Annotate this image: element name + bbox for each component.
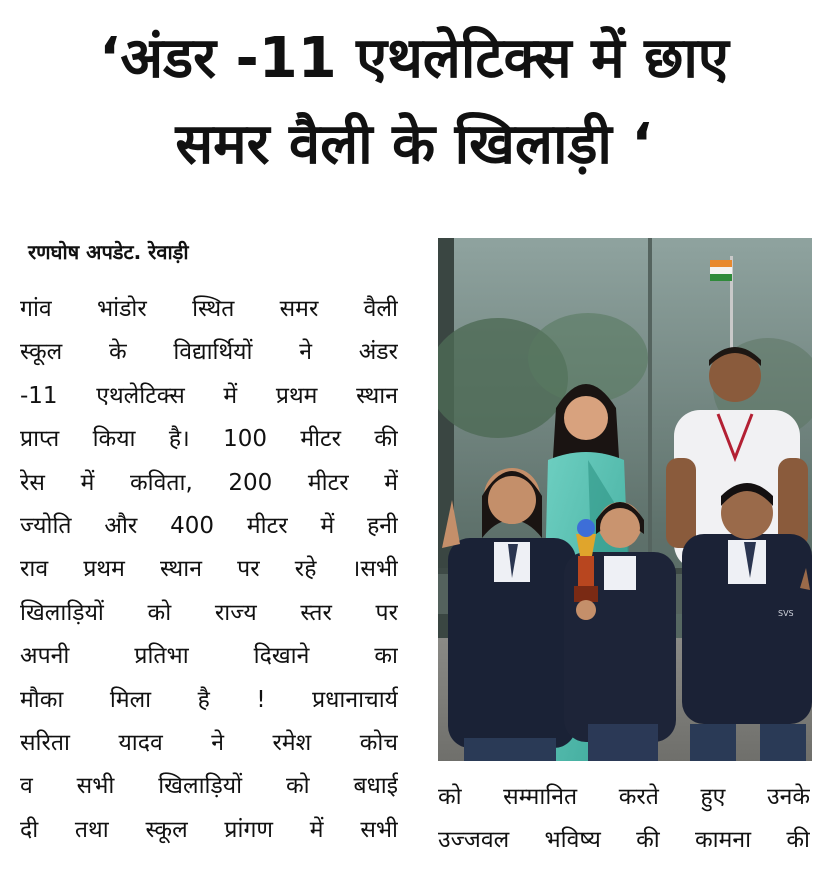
- body-line: गांव भांडोर स्थित समर वैली: [20, 296, 398, 322]
- body-line: रेस में कविता, 200 मीटर में: [20, 469, 398, 496]
- continuation-line: को सम्मानित करते हुए उनके: [438, 784, 810, 810]
- body-line: मौका मिला है ! प्रधानाचार्य: [20, 686, 398, 713]
- body-line: ज्योति और 400 मीटर में हनी: [20, 513, 398, 540]
- headline-line-1: ‘अंडर -11 एथलेटिक्स में छाए: [99, 26, 729, 91]
- photo-illustration: [438, 238, 812, 761]
- body-line: -11 एथलेटिक्स में प्रथम स्थान: [20, 382, 398, 409]
- byline: रणघोष अपडेट. रेवाड़ी: [28, 240, 189, 264]
- body-line: खिलाड़ियों को राज्य स्तर पर: [20, 599, 398, 626]
- body-line: सरिता यादव ने रमेश कोच: [20, 730, 398, 757]
- group-photo: [438, 238, 812, 761]
- body-line: प्राप्त किया है। 100 मीटर की: [20, 426, 398, 453]
- body-line: स्कूल के विद्यार्थियों ने अंडर: [20, 339, 398, 366]
- headline: [18, 16, 810, 188]
- body-line: राव प्रथम स्थान पर रहे ।सभी: [20, 556, 398, 583]
- body-line: अपनी प्रतिभा दिखाने का: [20, 643, 398, 670]
- photo-badge: SVS: [778, 609, 794, 618]
- article-continuation: [438, 776, 810, 863]
- body-line: व सभी खिलाड़ियों को बधाई: [20, 773, 398, 800]
- article-body: [20, 288, 398, 852]
- continuation-line: उज्जवल भविष्य की कामना की: [438, 827, 810, 854]
- body-line: दी तथा स्कूल प्रांगण में सभी: [20, 816, 398, 843]
- headline-line-2: समर वैली के खिलाड़ी ‘: [175, 112, 653, 177]
